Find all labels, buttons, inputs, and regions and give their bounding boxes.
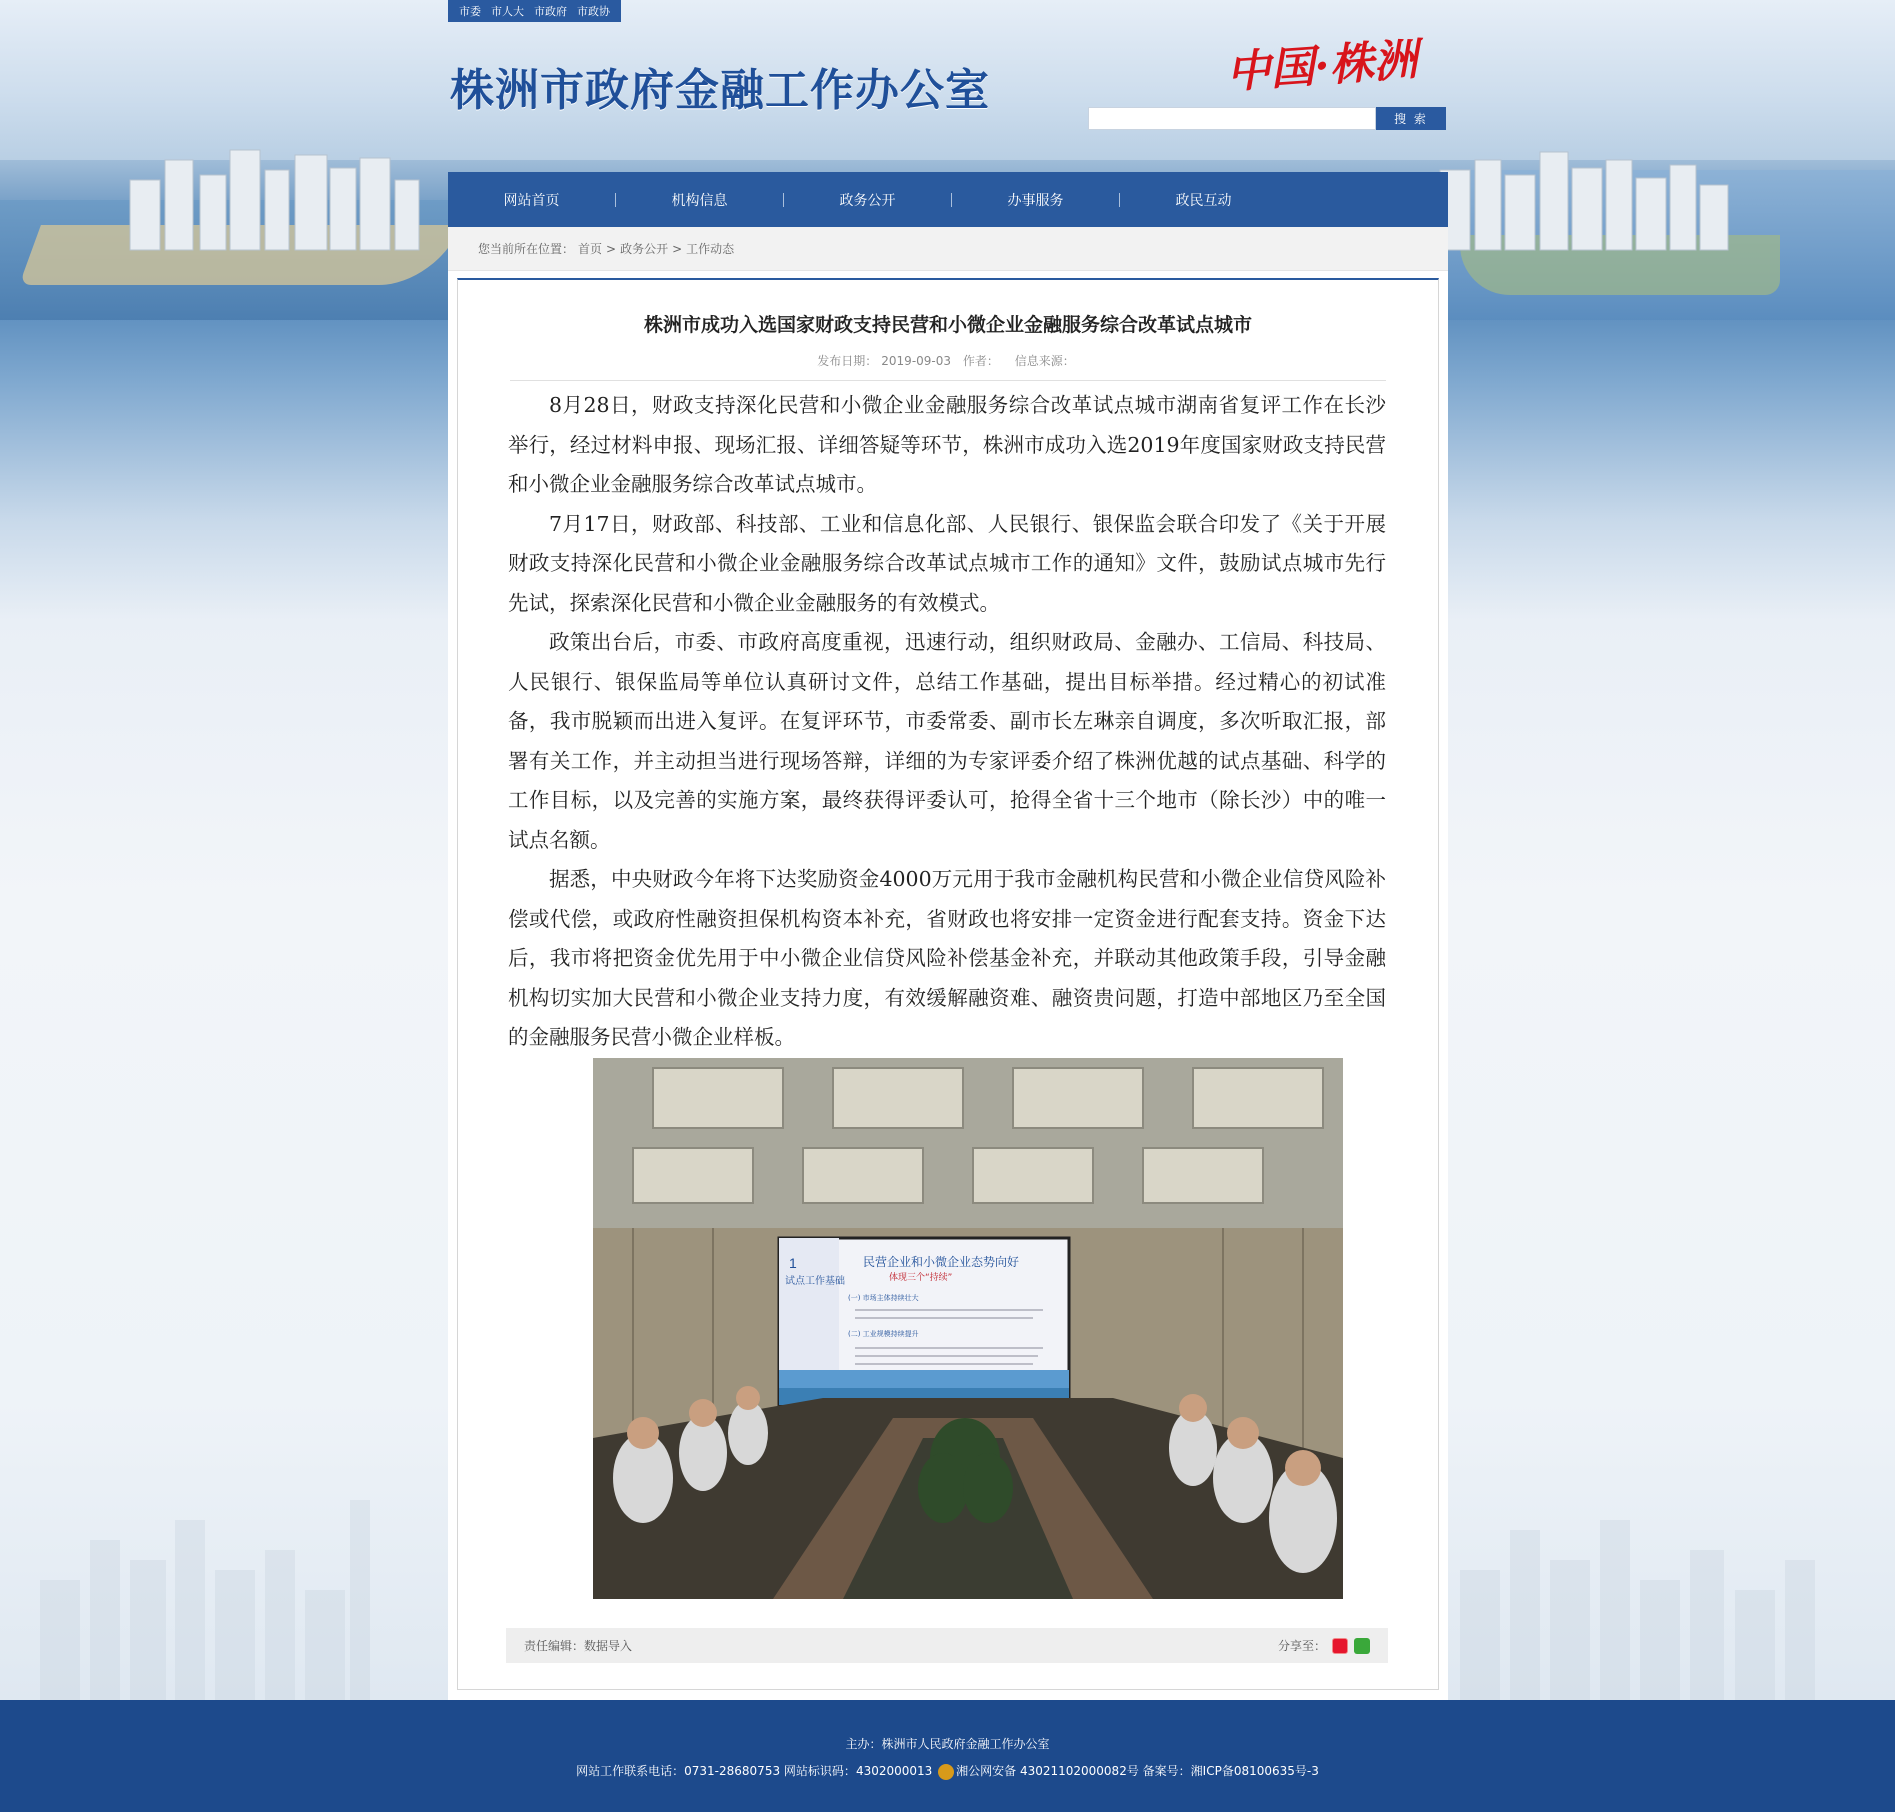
footer-sponsor-line	[0, 1735, 1895, 1752]
slide-item: (一) 市场主体持续壮大	[848, 1294, 919, 1302]
search-input[interactable]	[1088, 107, 1376, 130]
slide-item: (二) 工业规模持续提升	[848, 1330, 919, 1338]
weibo-share-icon[interactable]	[1332, 1638, 1348, 1654]
nav-item-organization[interactable]: 机构信息	[671, 192, 728, 209]
breadcrumb	[448, 227, 1448, 271]
phone-value: 0731-28680753	[684, 1764, 781, 1778]
article-body	[508, 386, 1386, 1058]
nav-item-government-affairs[interactable]: 政务公开	[839, 192, 896, 209]
article-title: 株洲市成功入选国家财政支持民营和小微企业金融服务综合改革试点城市	[643, 314, 1252, 336]
icp-label: 备案号：	[1142, 1764, 1191, 1778]
police-record-link[interactable]: 湘公网安备 43021102000082号	[956, 1764, 1139, 1778]
nav-item-interaction[interactable]: 政民互动	[1175, 192, 1232, 209]
publish-date: 2019-09-03	[881, 354, 952, 368]
slide-side-label: 试点工作基础	[785, 1276, 845, 1287]
nav-item-home[interactable]: 网站首页	[503, 192, 560, 209]
editor-info	[524, 1637, 632, 1654]
main-nav	[448, 172, 1448, 227]
police-badge-icon	[938, 1764, 954, 1780]
phone-label: 网站工作联系电话：	[576, 1764, 685, 1778]
meeting-photo	[593, 1058, 1343, 1599]
wechat-share-icon[interactable]	[1354, 1638, 1370, 1654]
source-label: 信息来源：	[1014, 354, 1075, 368]
slide-title: 民营企业和小微企业态势向好	[863, 1255, 1020, 1269]
top-links-bar	[448, 0, 621, 22]
site-id-label: 网站标识码：	[783, 1764, 856, 1778]
footer-info-line	[0, 1762, 1895, 1780]
breadcrumb-home[interactable]: 首页	[578, 242, 603, 256]
article-meta	[458, 352, 1438, 369]
page-footer	[0, 1700, 1895, 1812]
nav-item-services[interactable]: 办事服务	[1007, 192, 1064, 209]
article-footer-bar	[506, 1628, 1388, 1663]
slide-number: 1	[789, 1255, 797, 1271]
author-label: 作者：	[962, 354, 999, 368]
top-link-shizhengxie[interactable]: 市政协	[577, 5, 610, 18]
breadcrumb-government-affairs[interactable]: 政务公开	[620, 242, 669, 256]
editor-value: 数据导入	[584, 1639, 633, 1653]
site-id-value: 4302000013	[855, 1764, 933, 1778]
article-paragraph: 7月17日，财政部、科技部、工业和信息化部、人民银行、银保监会联合印发了《关于开展财政支持深化民营和小微企业金融服务综合改革试点城市工作的通知》文件，鼓励试点城市先行先试，探索深化民营和小微企业金融服务的有效模式。	[508, 511, 1386, 615]
zhuzhou-calligraphy-logo: 中国·株洲	[1224, 34, 1420, 99]
top-link-shiwei[interactable]: 市委	[459, 5, 481, 18]
search-button[interactable]: 搜 索	[1376, 107, 1446, 130]
breadcrumb-separator: >	[672, 241, 683, 256]
title-divider	[510, 380, 1386, 381]
article-paragraph: 据悉，中央财政今年将下达奖励资金4000万元用于我市金融机构民营和小微企业信贷风险补偿或代偿，或政府性融资担保机构资本补充，省财政也将安排一定资金进行配套支持。资金下达后，我市将把资金优先用于中小微企业信贷风险补偿基金补充，并联动其他政策手段，引导金融机构切实加大民营和小微企业支持力度，有效缓解融资难、融资贵问题，打造中部地区乃至全国的金融服务民营小微企业样板。	[508, 867, 1386, 1049]
sponsor-value: 株洲市人民政府金融工作办公室	[881, 1737, 1050, 1751]
share-label: 分享至：	[1277, 1639, 1326, 1653]
sponsor-label: 主办：	[845, 1737, 882, 1751]
icp-link[interactable]: 湘ICP备08100635号-3	[1190, 1764, 1319, 1778]
share-area	[1278, 1637, 1370, 1654]
article-paragraph: 政策出台后，市委、市政府高度重视，迅速行动，组织财政局、金融办、工信局、科技局、人民银行、银保监局等单位认真研讨文件，总结工作基础，提出目标举措。经过精心的初试准备，我市脱颖而出进入复评。在复评环节，市委常委、副市长左琳亲自调度，多次听取汇报，部署有关工作，并主动担当进行现场答辩，详细的为专家评委介绍了株洲优越的试点基础、科学的工作目标，以及完善的实施方案，最终获得评委认可，抢得全省十三个地市（除长沙）中的唯一试点名额。	[508, 630, 1386, 852]
editor-label: 责任编辑：	[524, 1639, 585, 1653]
top-link-shirenda[interactable]: 市人大	[491, 5, 524, 18]
site-title: 株洲市政府金融工作办公室	[450, 65, 990, 116]
breadcrumb-separator: >	[606, 241, 617, 256]
slide-subtitle: 体现三个“持续”	[889, 1273, 953, 1283]
top-link-shizhengfu[interactable]: 市政府	[534, 5, 567, 18]
date-label: 发布日期：	[817, 354, 878, 368]
search-bar	[1088, 107, 1446, 130]
breadcrumb-work-news[interactable]: 工作动态	[686, 242, 735, 256]
article-paragraph: 8月28日，财政支持深化民营和小微企业金融服务综合改革试点城市湖南省复评工作在长沙举行，经过材料申报、现场汇报、详细答疑等环节，株洲市成功入选2019年度国家财政支持民营和小微企业金融服务综合改革试点城市。	[508, 393, 1386, 496]
breadcrumb-prefix: 您当前所在位置：	[478, 242, 575, 256]
